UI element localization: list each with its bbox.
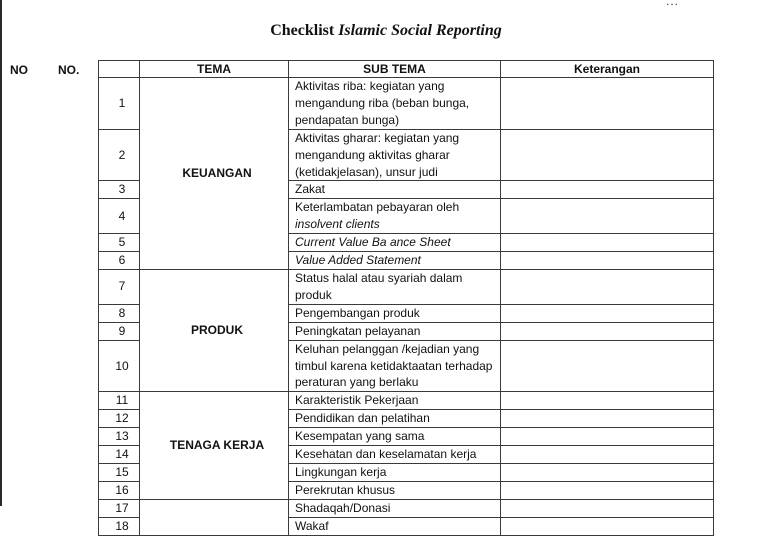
title-italic: Islamic Social Reporting xyxy=(338,22,502,39)
keterangan-cell[interactable] xyxy=(501,129,714,181)
sub-tema-cell: Wakaf xyxy=(289,517,501,535)
keterangan-cell[interactable] xyxy=(501,340,714,392)
keterangan-cell[interactable] xyxy=(501,499,714,517)
sub-tema-cell: Zakat xyxy=(289,181,501,199)
sub-tema-cell: Value Added Statement xyxy=(289,252,501,270)
row-number: 3 xyxy=(99,181,140,199)
keterangan-cell[interactable] xyxy=(501,269,714,304)
keterangan-cell[interactable] xyxy=(501,428,714,446)
row-number: 6 xyxy=(99,252,140,270)
table-row xyxy=(99,499,714,517)
row-number: 14 xyxy=(99,446,140,464)
keterangan-cell[interactable] xyxy=(501,199,714,234)
keterangan-cell[interactable] xyxy=(501,463,714,481)
header-tema: TEMA xyxy=(140,61,289,78)
sub-tema-cell: Pengembangan produk xyxy=(289,304,501,322)
sub-tema-cell: Status halal atau syariah dalam produk xyxy=(289,269,501,304)
header-sub-tema: SUB TEMA xyxy=(289,61,501,78)
row-number: 1 xyxy=(99,78,140,130)
sub-tema-cell: Shadaqah/Donasi xyxy=(289,499,501,517)
tema-keuangan: KEUANGAN xyxy=(140,78,289,270)
keterangan-cell[interactable] xyxy=(501,410,714,428)
table-row xyxy=(99,78,714,130)
tema-sosial xyxy=(140,499,289,535)
header-no xyxy=(99,61,140,78)
row-number: 16 xyxy=(99,481,140,499)
table-header-row xyxy=(99,61,714,78)
tema-tenaga-kerja: TENAGA KERJA xyxy=(140,392,289,499)
row-number: 13 xyxy=(99,428,140,446)
keterangan-cell[interactable] xyxy=(501,234,714,252)
row-number: 9 xyxy=(99,322,140,340)
keterangan-cell[interactable] xyxy=(501,322,714,340)
sub-tema-cell: Kesempatan yang sama xyxy=(289,428,501,446)
keterangan-cell[interactable] xyxy=(501,78,714,130)
row-number: 8 xyxy=(99,304,140,322)
title-main: Checklist xyxy=(270,22,335,39)
window-left-border xyxy=(0,0,2,506)
sub-tema-cell: Lingkungan kerja xyxy=(289,463,501,481)
row-number: 10 xyxy=(99,340,140,392)
sub-tema-italic-text: insolvent clients xyxy=(295,217,380,232)
keterangan-cell[interactable] xyxy=(501,446,714,464)
keterangan-cell[interactable] xyxy=(501,181,714,199)
keterangan-cell[interactable] xyxy=(501,252,714,270)
row-number: 15 xyxy=(99,463,140,481)
row-number: 17 xyxy=(99,499,140,517)
sub-tema-cell: Pendidikan dan pelatihan xyxy=(289,410,501,428)
row-number: 11 xyxy=(99,392,140,410)
sub-tema-text: Keterlambatan pebayaran oleh xyxy=(295,200,460,215)
sub-tema-cell: Aktivitas gharar: kegiatan yang mengandung aktivitas gharar (ketidakjelasan), unsur judi xyxy=(289,129,501,181)
row-number: 18 xyxy=(99,517,140,535)
sub-tema-cell: Keluhan pelanggan /kejadian yang timbul karena ketidaktaatan terhadap peraturan yang berlaku xyxy=(289,340,501,392)
page-title xyxy=(0,22,772,40)
keterangan-cell[interactable] xyxy=(501,304,714,322)
sub-tema-cell: Karakteristik Pekerjaan xyxy=(289,392,501,410)
row-number: 4 xyxy=(99,199,140,234)
sub-tema-cell: Peningkatan pelayanan xyxy=(289,322,501,340)
row-number: 5 xyxy=(99,234,140,252)
table-row xyxy=(99,392,714,410)
row-number: 2 xyxy=(99,129,140,181)
checklist-table xyxy=(98,60,714,536)
keterangan-cell[interactable] xyxy=(501,517,714,535)
keterangan-cell[interactable] xyxy=(501,481,714,499)
sub-tema-cell: Perekrutan khusus xyxy=(289,481,501,499)
keterangan-cell[interactable] xyxy=(501,392,714,410)
row-number: 7 xyxy=(99,269,140,304)
header-keterangan: Keterangan xyxy=(501,61,714,78)
sub-tema-cell: Aktivitas riba: kegiatan yang mengandung riba (beban bunga, pendapatan bunga) xyxy=(289,78,501,130)
sub-tema-cell: Current Value Ba ance Sheet xyxy=(289,234,501,252)
outer-label-no-dot: NO. xyxy=(58,63,80,77)
tema-produk: PRODUK xyxy=(140,269,289,391)
row-number: 12 xyxy=(99,410,140,428)
table-row xyxy=(99,269,714,304)
sub-tema-cell xyxy=(289,199,501,234)
corner-text: ... xyxy=(666,0,680,8)
outer-label-no: NO xyxy=(10,63,28,77)
sub-tema-cell: Kesehatan dan keselamatan kerja xyxy=(289,446,501,464)
